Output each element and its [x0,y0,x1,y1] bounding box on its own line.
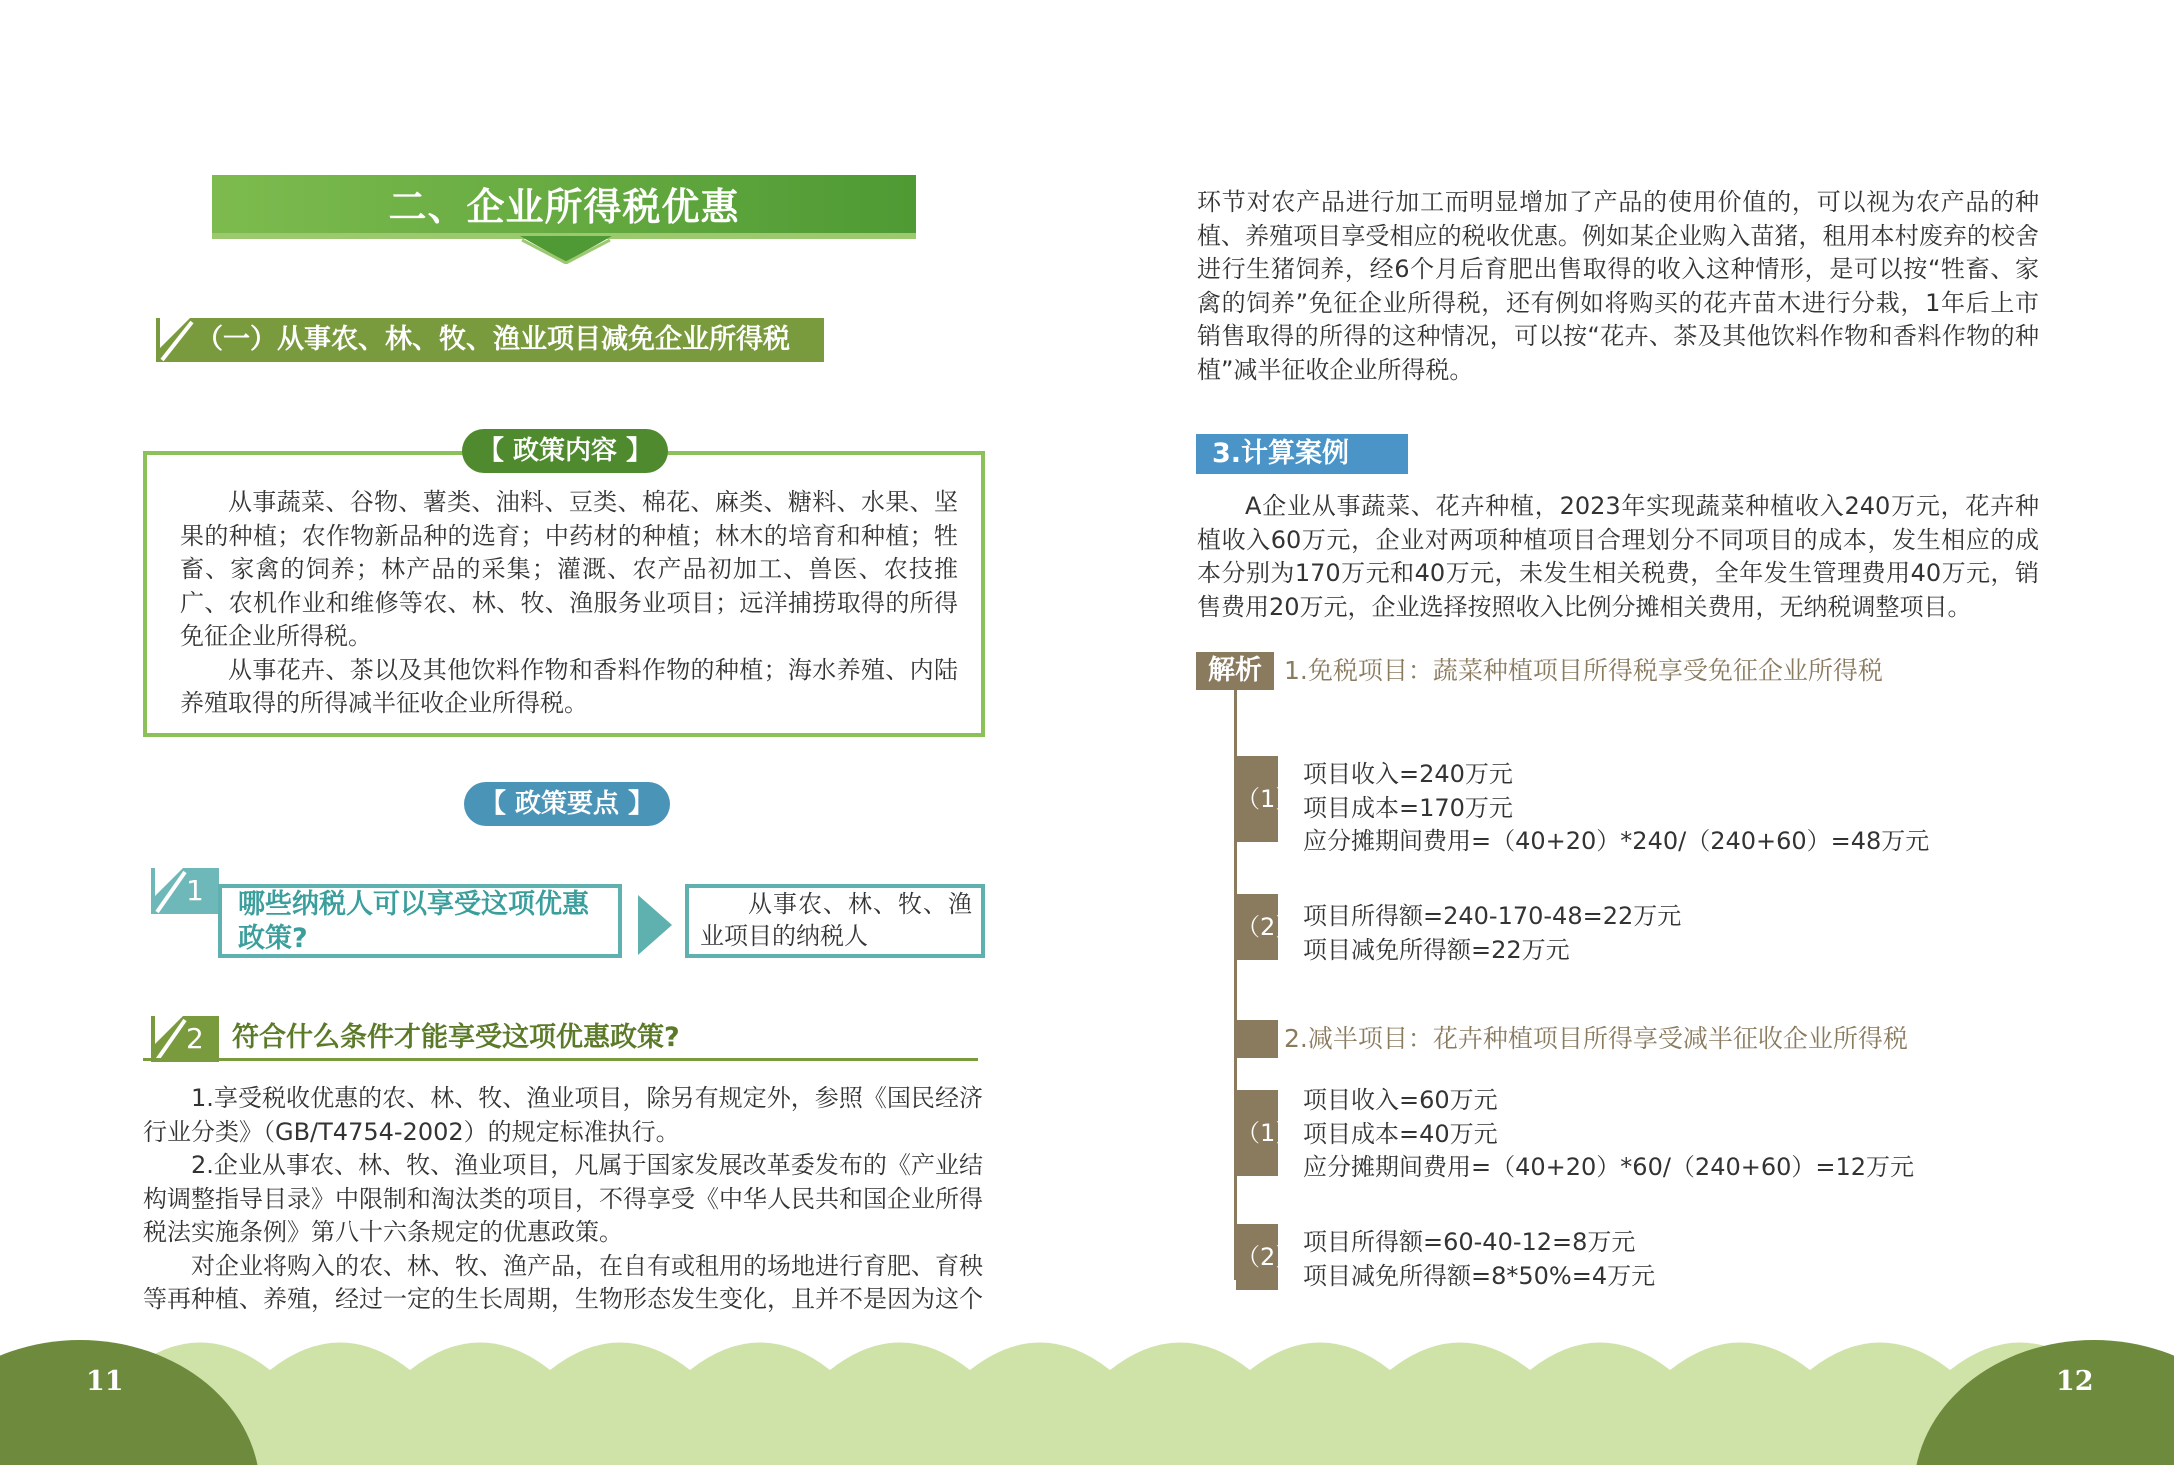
analysis-label: 解析 [1196,652,1274,690]
continuation-paragraph: 环节对农产品进行加工而明显增加了产品的使用价值的，可以视为农产品的种植、养殖项目享受相应的税收优惠。例如某企业购入苗猪，租用本村废弃的校舍进行生猪饲养，经6个月后育肥出售取得的收入这种情形，是可以按“牲畜、家禽的饲养”免征企业所得税，还有例如将购买的花卉苗木进行分栽，1年后上市销售取得的所得的这种情况，可以按“花卉、茶及其他饮料作物和香料作物的种植”减半征收企业所得税。 [1197,188,2039,384]
title-banner-pointer [520,236,612,264]
calc-line: 项目收入=60万元 [1303,1086,1498,1114]
calc-line: 项目所得额=240-170-48=22万元 [1303,902,1682,930]
calc-line: 项目减免所得额=8*50%=4万元 [1303,1261,1656,1290]
part-2-step-1-text [1303,1084,1914,1185]
calc-line: 项目减免所得额=22万元 [1303,935,1570,964]
question-2-title: 符合什么条件才能享受这项优惠政策? [232,1022,680,1053]
question-1-number: 1 [186,874,204,907]
part-1-step-2-tag: （2） [1236,894,1278,960]
calc-case-heading: 3.计算案例 [1196,434,1408,474]
arrow-right-icon [638,895,672,955]
condition-paragraph: 2.企业从事农、林、牧、渔业项目，凡属于国家发展改革委发布的《产业结构调整指导目录》中限制和淘汰类的项目，不得享受《中华人民共和国企业所得税法实施条例》第八十六条规定的优惠政策。 [143,1151,983,1246]
part-2-title: 2.减半项目：花卉种植项目所得享受减半征收企业所得税 [1284,1024,1908,1053]
condition-paragraph: 对企业将购入的农、林、牧、渔产品，在自有或租用的场地进行育肥、育秧等再种植、养殖，经过一定的生长周期，生物形态发生变化，且并不是因为这个 [143,1251,983,1313]
question-2-stripe-icon [143,1016,219,1062]
policy-paragraph: 从事花卉、茶以及其他饮料作物和香料作物的种植；海水养殖、内陆养殖取得的所得减半征收企业所得税。 [180,655,958,717]
part-2-step-1-tag: （1） [1236,1090,1278,1176]
part-1-step-1-tag: （1） [1236,756,1278,842]
page-number-left: 11 [86,1366,124,1397]
condition-paragraph: 1.享受税收优惠的农、林、牧、渔业项目，除另有规定外，参照《国民经济行业分类》（GB/T4754-2002）的规定标准执行。 [143,1084,983,1146]
calc-line: 应分摊期间费用=（40+20）*60/（240+60）=12万元 [1303,1153,1915,1181]
calc-line: 应分摊期间费用=（40+20）*240/（240+60）=48万元 [1303,827,1930,855]
calc-case-text: A企业从事蔬菜、花卉种植，2023年实现蔬菜种植收入240万元，花卉种植收入60万元，企业对两项种植项目合理划分不同项目的成本，发生相应的成本分别为170万元和40万元，未发生相关税费，全年发生管理费用40万元，销售费用20万元，企业选择按照收入比例分摊相关费用，无纳税调整项目。 [1197,492,2039,621]
policy-content-text [180,486,958,721]
policy-points-label: 【 政策要点 】 [464,782,670,826]
calc-line: 项目成本=40万元 [1303,1119,1498,1148]
policy-content-label: 【 政策内容 】 [462,429,668,473]
policy-paragraph: 从事蔬菜、谷物、薯类、油料、豆类、棉花、麻类、糖料、水果、坚果的种植；农作物新品种的选育；中药材的种植；林木的培育和种植；牲畜、家禽的饲养；林产品的采集；灌溉、农产品初加工、兽医、农技推广、农机作业和维修等农、林、牧、渔服务业项目；远洋捕捞取得的所得免征企业所得税。 [180,488,958,650]
part-2-step-2-text [1303,1226,1655,1293]
question-2-number: 2 [186,1022,204,1055]
part-1-title: 1.免税项目：蔬菜种植项目所得税享受免征企业所得税 [1284,656,1883,685]
calc-line: 项目成本=170万元 [1303,793,1513,822]
question-2-underline [143,1058,978,1061]
calc-line: 项目所得额=60-40-12=8万元 [1303,1228,1636,1256]
part-1-step-2-text [1303,900,1681,967]
part-2-tag [1236,1020,1278,1058]
question-1-text: 哪些纳税人可以享受这项优惠政策? [238,889,589,954]
footer-scallop-decoration [0,1300,2174,1465]
question-1-stripe-icon [143,868,219,914]
page-number-right: 12 [2056,1366,2094,1397]
section-stripe-icon [146,318,196,362]
section-title: （一）从事农、林、牧、渔业项目减免企业所得税 [196,324,790,355]
calc-line: 项目收入=240万元 [1303,760,1513,788]
part-2-step-2-tag: （2） [1236,1224,1278,1290]
main-title: 二、企业所得税优惠 [388,185,740,229]
question-2-body [143,1082,983,1317]
answer-1-text: 从事农、林、牧、渔业项目的纳税人 [700,890,972,950]
part-1-step-1-text [1303,758,1929,859]
